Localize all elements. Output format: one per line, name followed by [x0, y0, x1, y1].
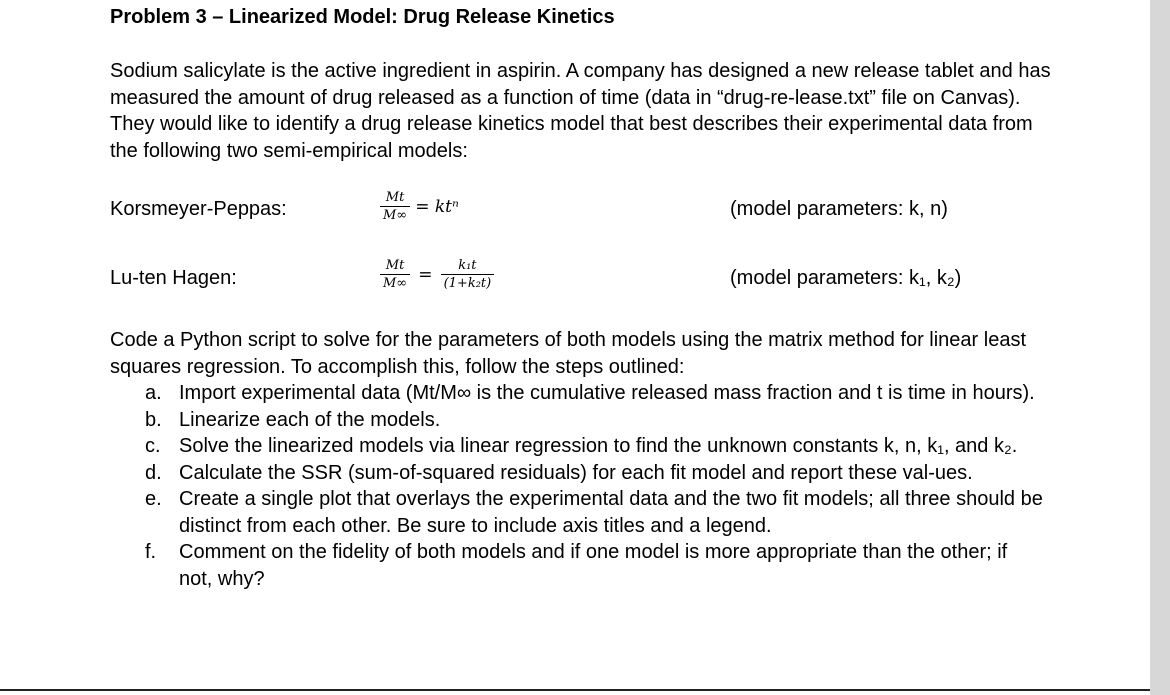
step-text: Comment on the fidelity of both models and if one model is more appropriate than the other; if not, why?: [179, 541, 1008, 590]
equation-korsmeyer-peppas: [380, 190, 459, 230]
instructions-paragraph: Code a Python script to solve for the parameters of both models using the matrix method for linear least squares regression. To accomplish this, follow the steps outlined:: [110, 329, 1027, 378]
step-label: c.: [145, 435, 161, 457]
page-divider: [0, 689, 1150, 691]
fraction-numerator: Mt: [380, 258, 410, 275]
list-item: [145, 460, 1045, 487]
step-label: b.: [145, 408, 162, 431]
list-item: [145, 380, 1045, 407]
list-item: [145, 433, 1045, 460]
page-edge: [1150, 0, 1170, 695]
list-item: [145, 486, 1045, 539]
rhs-fraction: [441, 258, 495, 292]
rhs-numerator: k₁t: [441, 258, 495, 275]
equals-sign: =: [418, 265, 433, 285]
rhs-denominator: (1+k₂t): [443, 276, 492, 291]
mass-fraction: [380, 258, 410, 292]
mass-fraction: [380, 190, 410, 224]
step-label: d.: [145, 461, 162, 484]
equation-rhs: = ktⁿ: [415, 197, 459, 217]
list-item: [145, 539, 1045, 592]
model-name-lu-ten-hagen: Lu-ten Hagen:: [110, 267, 237, 289]
step-label: f.: [145, 541, 157, 563]
fraction-numerator: Mt: [380, 190, 410, 207]
step-text: Linearize each of the models.: [179, 408, 441, 431]
step-text: Import experimental data (Mt/M∞ is the cumulative released mass fraction and t is time in hours).: [179, 382, 1035, 404]
params-lu-ten-hagen: (model parameters: k₁, k₂): [730, 267, 962, 289]
step-label: e.: [145, 488, 162, 510]
list-item: [145, 407, 1045, 434]
step-label: a.: [145, 382, 162, 404]
intro-paragraph: Sodium salicylate is the active ingredient in aspirin. A company has designed a new release tablet and has measured the amount of drug released as a function of time (data in “drug-re-lease.txt” file on Canvas). They would like to identify a drug release kinetics model that best describes their experimental data from the following two semi-empirical models:: [110, 60, 1051, 162]
steps-list: [145, 380, 1045, 592]
equation-lu-ten-hagen: [380, 258, 494, 298]
step-text: Create a single plot that overlays the experimental data and the two fit models; all three should be distinct from each other. Be sure to include axis titles and a legend.: [179, 488, 1043, 537]
step-text: Solve the linearized models via linear regression to find the unknown constants k, n, k₁, and k₂.: [179, 435, 1018, 457]
params-korsmeyer-peppas: (model parameters: k, n): [730, 198, 948, 220]
problem-title: Problem 3 – Linearized Model: Drug Release Kinetics: [110, 6, 615, 28]
step-text: Calculate the SSR (sum-of-squared residuals) for each fit model and report these val-ues.: [179, 461, 973, 484]
model-name-korsmeyer-peppas: Korsmeyer-Peppas:: [110, 198, 287, 220]
fraction-denominator: M∞: [383, 208, 408, 223]
fraction-denominator: M∞: [383, 276, 408, 291]
